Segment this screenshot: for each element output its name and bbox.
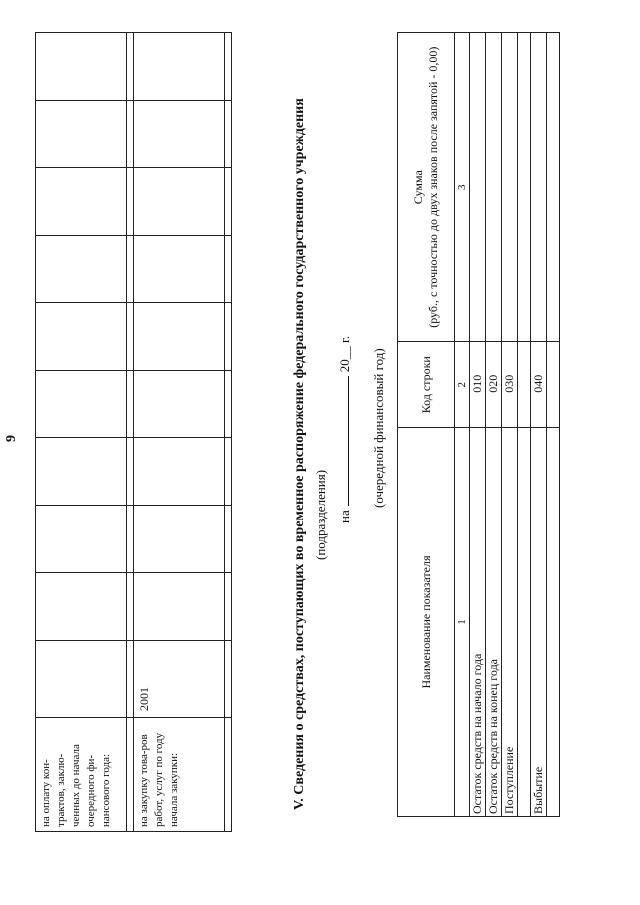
row-sum	[486, 33, 502, 342]
table-row	[518, 33, 531, 817]
row-code: 010	[470, 342, 486, 428]
table-cell	[36, 168, 127, 236]
table-row	[470, 33, 486, 817]
row-name: Остаток средств на конец года	[486, 428, 502, 817]
table-cell	[36, 573, 127, 641]
table-row	[547, 33, 560, 817]
column-number: 2	[455, 342, 470, 428]
table-cell	[36, 235, 127, 303]
row-code: 030	[502, 342, 518, 428]
header-row	[398, 33, 455, 817]
continuation-table	[35, 32, 232, 832]
header-sum-title: Сумма	[411, 170, 425, 205]
table-cell	[134, 100, 225, 168]
header-sum-note: (руб., с точностью до двух знаков после запятой - 0,00)	[426, 46, 440, 328]
table-cell	[134, 235, 225, 303]
row-label: на закупку това-ров работ, услуг по году начала закупки:	[134, 718, 225, 832]
row-name: Остаток средств на начало года	[470, 428, 486, 817]
table-cell	[36, 505, 127, 573]
row-sum	[502, 33, 518, 342]
table-row	[36, 33, 127, 832]
year-caption: (очередной финансовый год)	[371, 348, 386, 508]
table-cell	[134, 168, 225, 236]
table-cell	[36, 100, 127, 168]
section-subtitle: (подразделения)	[313, 469, 328, 560]
year-line	[336, 336, 353, 523]
table-cell	[134, 573, 225, 641]
table-cell	[134, 33, 225, 101]
table-cell	[36, 303, 127, 371]
row-code: 020	[486, 342, 502, 428]
header-code: Код строки	[398, 342, 455, 428]
row-name: Выбытие	[531, 428, 547, 817]
table-cell	[36, 370, 127, 438]
row-name: Поступление	[502, 428, 518, 817]
table-row	[502, 33, 518, 817]
fill-line	[336, 376, 349, 506]
table-cell	[134, 370, 225, 438]
table-row	[486, 33, 502, 817]
column-numbers-row	[455, 33, 470, 817]
table-cell	[134, 438, 225, 506]
year-suffix: 20__ г.	[337, 335, 352, 373]
row-sum	[531, 33, 547, 342]
section-title: V. Сведения о средствах, поступающих во временное распоряжение федерального государственного учреждения	[292, 98, 307, 810]
section-v-table	[397, 32, 560, 817]
row-label: на оплату кон-трактов, заклю-ченных до начала очередного фи-нансового года:	[36, 718, 127, 832]
row-code: 040	[531, 342, 547, 428]
row-sum	[470, 33, 486, 342]
table-row	[225, 33, 232, 832]
table-cell	[134, 505, 225, 573]
table-row	[134, 33, 225, 832]
on-label: на	[337, 510, 352, 523]
page-number: 9	[4, 435, 19, 442]
table-cell	[36, 33, 127, 101]
table-row	[127, 33, 134, 832]
header-sum	[398, 33, 455, 342]
table-row	[531, 33, 547, 817]
row-code	[36, 641, 127, 718]
header-name: Наименование показателя	[398, 428, 455, 817]
column-number: 1	[455, 428, 470, 817]
column-number: 3	[455, 33, 470, 342]
table-cell	[134, 303, 225, 371]
row-code: 2001	[134, 641, 225, 718]
table-cell	[36, 438, 127, 506]
